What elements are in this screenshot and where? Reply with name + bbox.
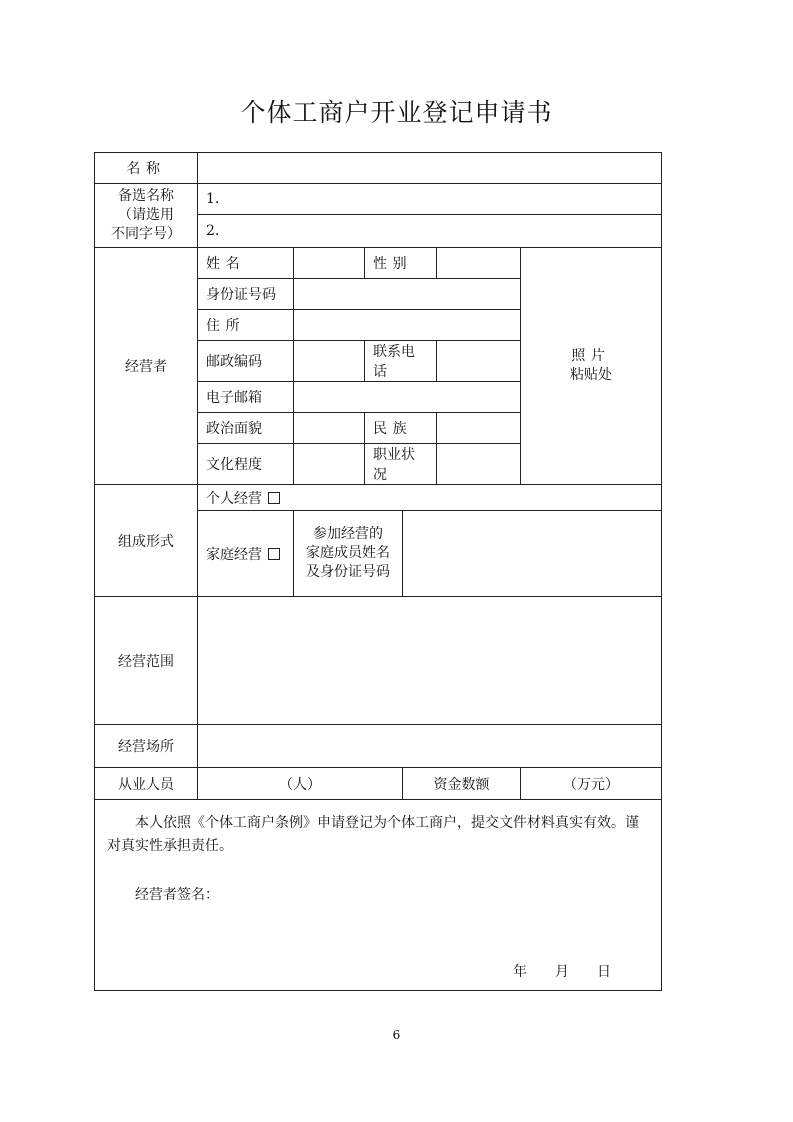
checkbox-icon[interactable]	[268, 548, 280, 560]
ethnicity-field[interactable]	[437, 413, 521, 444]
composition-label: 组成形式	[95, 485, 198, 597]
id-field[interactable]	[294, 279, 521, 310]
page-title: 个体工商户开业登记申请书	[240, 98, 553, 127]
signature-label: 经营者签名：	[135, 887, 219, 903]
family-members-field[interactable]	[403, 511, 662, 597]
staff-field[interactable]: （人）	[198, 768, 403, 800]
politics-field[interactable]	[294, 413, 365, 444]
declaration-section	[95, 800, 662, 991]
education-label: 文化程度	[198, 444, 294, 485]
date-label: 年 月 日	[513, 964, 612, 980]
gender-field[interactable]	[437, 248, 521, 279]
alt-name-field-2[interactable]: 2.	[198, 215, 662, 248]
staff-label: 从业人员	[95, 768, 198, 800]
phone-field[interactable]	[437, 341, 521, 382]
scope-field[interactable]	[198, 597, 662, 725]
premises-field[interactable]	[198, 725, 662, 768]
scope-label: 经营范围	[95, 597, 198, 725]
address-label: 住所	[198, 310, 294, 341]
capital-label: 资金数额	[403, 768, 521, 800]
premises-label: 经营场所	[95, 725, 198, 768]
individual-label: 个人经营	[206, 490, 262, 507]
id-label: 身份证号码	[198, 279, 294, 310]
postcode-label: 邮政编码	[198, 341, 294, 382]
education-field[interactable]	[294, 444, 365, 485]
politics-label: 政治面貌	[198, 413, 294, 444]
registration-form-table	[94, 152, 662, 991]
family-option[interactable]	[198, 511, 294, 597]
surname-field[interactable]	[294, 248, 365, 279]
email-field[interactable]	[294, 382, 521, 413]
postcode-field[interactable]	[294, 341, 365, 382]
individual-option[interactable]	[198, 485, 662, 511]
occupation-label: 职业状况	[365, 444, 437, 485]
alt-name-label: 备选名称 （请选用 不同字号）	[95, 184, 198, 248]
declaration-text: 本人依照《个体工商户条例》申请登记为个体工商户，提交文件材料真实有效。谨对真实性承担责任。	[107, 815, 639, 854]
operator-label: 经营者	[95, 248, 198, 485]
photo-area: 照片 粘贴处	[521, 248, 662, 485]
surname-label: 姓名	[198, 248, 294, 279]
email-label: 电子邮箱	[198, 382, 294, 413]
name-label: 名称	[95, 153, 198, 184]
phone-label: 联系电话	[365, 341, 437, 382]
ethnicity-label: 民族	[365, 413, 437, 444]
address-field[interactable]	[294, 310, 521, 341]
family-label: 家庭经营	[206, 546, 262, 563]
gender-label: 性别	[365, 248, 437, 279]
family-members-label: 参加经营的 家庭成员姓名 及身份证号码	[294, 511, 403, 597]
alt-name-field-1[interactable]: 1.	[198, 184, 662, 215]
page-number: 6	[392, 1028, 401, 1042]
capital-field[interactable]: （万元）	[521, 768, 662, 800]
name-field[interactable]	[198, 153, 662, 184]
occupation-field[interactable]	[437, 444, 521, 485]
checkbox-icon[interactable]	[268, 492, 280, 504]
